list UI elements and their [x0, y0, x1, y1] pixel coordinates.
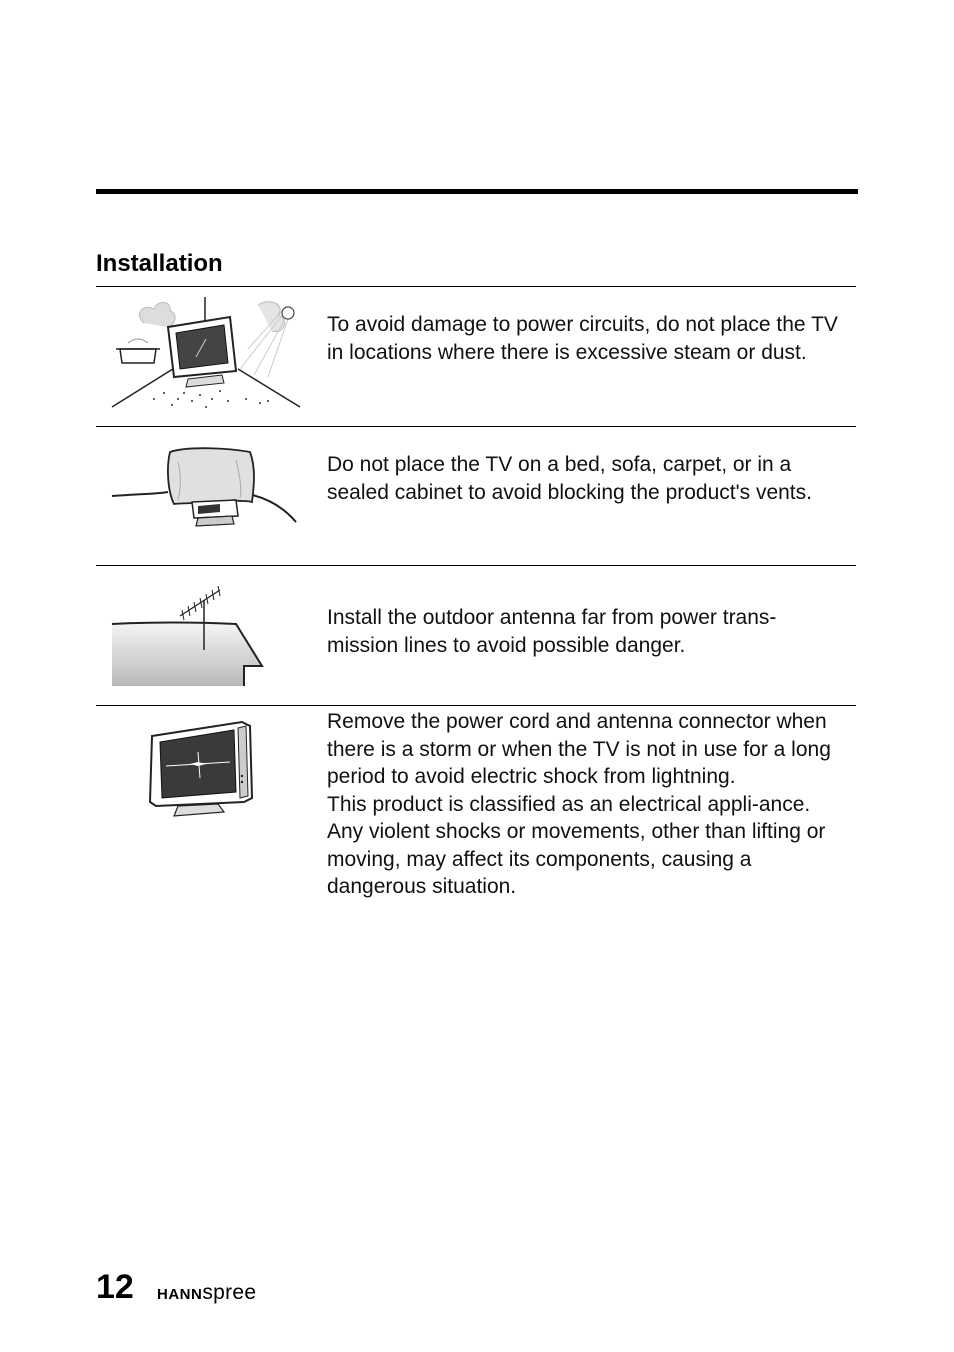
tv-steam-dust-icon [108, 295, 308, 413]
installation-note-3 [327, 604, 847, 659]
note-paragraph: Do not place the TV on a bed, sofa, carpet, or in a sealed cabinet to avoid blocking the product's vents. [327, 453, 812, 504]
row-divider [96, 426, 856, 427]
note-paragraph: To avoid damage to power circuits, do not place the TV in locations where there is excessive steam or dust. [327, 313, 838, 364]
tv-lightning-icon [146, 716, 258, 822]
page-number: 12 [96, 1268, 134, 1306]
installation-note-1 [327, 311, 847, 366]
installation-note-4 [327, 708, 847, 901]
row-divider [96, 286, 856, 287]
row-divider [96, 705, 856, 706]
note-paragraph: This product is classified as an electrical appli-ance. Any violent shocks or movements, other than lifting or moving, may affect its components, causing a dangerous situation. [327, 792, 826, 898]
top-rule [96, 189, 858, 194]
covered-tv-icon [108, 444, 308, 534]
note-paragraph: Remove the power cord and antenna connector when there is a storm or when the TV is not in use for a long period to avoid electric shock from lightning. [327, 710, 831, 788]
section-title: Installation [96, 250, 223, 277]
note-paragraph: Install the outdoor antenna far from power trans-mission lines to avoid possible danger. [327, 606, 777, 657]
roof-antenna-icon [108, 586, 268, 690]
brand-logo: HANNspree [157, 1281, 257, 1304]
row-divider [96, 565, 856, 566]
installation-note-2 [327, 451, 847, 506]
